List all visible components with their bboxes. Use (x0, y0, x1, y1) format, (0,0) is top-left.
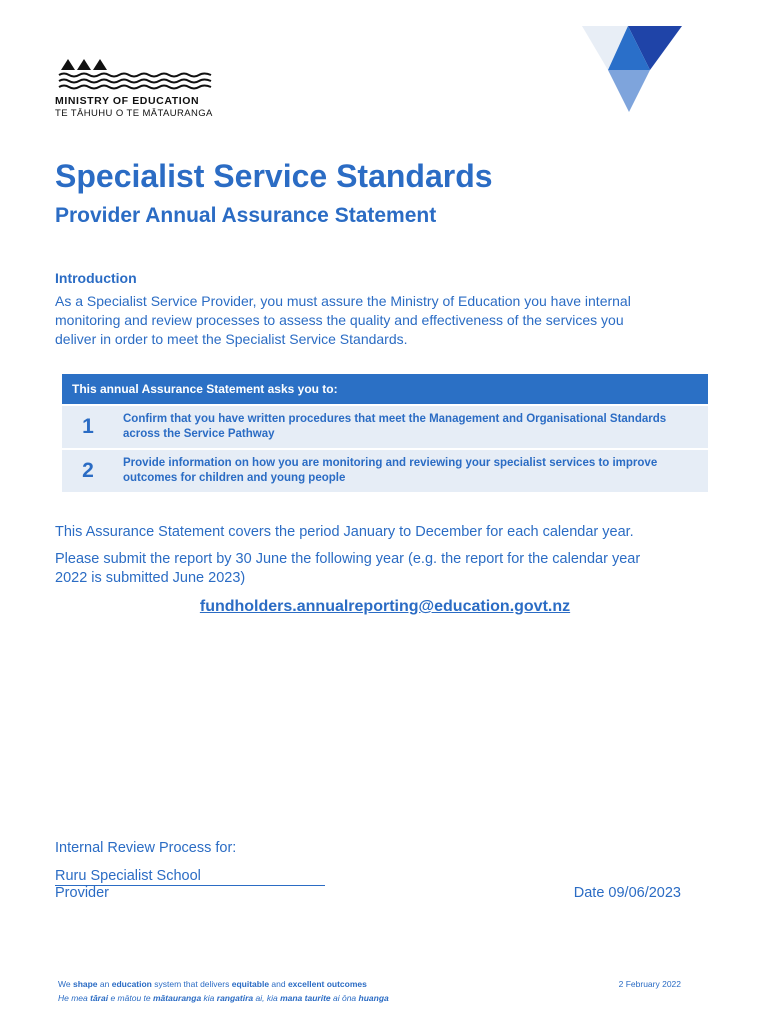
assurance-item-number: 2 (82, 459, 94, 482)
footer-tagline-english: We shape an education system that delivers equitable and excellent outcomes (58, 979, 367, 989)
assurance-item-text: Provide information on how you are monitoring and reviewing your specialist services to improve outcomes for children and young people (123, 457, 658, 484)
assurance-item-number: 1 (82, 415, 94, 438)
review-label: Internal Review Process for: (55, 840, 237, 856)
review-date: Date 09/06/2023 (573, 885, 681, 901)
period-text: This Assurance Statement covers the period January to December for each calendar year. (55, 524, 634, 540)
assurance-item (62, 406, 708, 448)
assurance-box (62, 374, 708, 492)
provider-name-field[interactable]: Ruru Specialist School (55, 868, 325, 886)
email-link[interactable]: fundholders.annualreporting@education.govt.nz (199, 598, 571, 615)
ministry-logo (55, 58, 225, 119)
page-title: Specialist Service Standards (55, 158, 493, 194)
assurance-item (62, 450, 708, 492)
logo-maori-name: TE TĀHUHU O TE MĀTAURANGA (55, 108, 213, 119)
introduction-text: As a Specialist Service Provider, you must assure the Ministry of Education you have internal monitoring and review processes to assess the quality and effectiveness of the services you deliver in order to meet the Specialist Service Standards. (55, 293, 631, 347)
provider-label: Provider (55, 885, 109, 901)
footer-date: 2 February 2022 (618, 979, 681, 989)
introduction-heading: Introduction (55, 270, 137, 286)
logo-name: MINISTRY OF EDUCATION (55, 95, 200, 107)
assurance-box-heading: This annual Assurance Statement asks you to: (62, 374, 708, 404)
submit-text: Please submit the report by 30 June the following year (e.g. the report for the calendar year 2022 is submitted June 2023) (55, 551, 641, 586)
mountains-waves-icon (55, 58, 215, 92)
corner-triangle-icon (578, 26, 686, 114)
page-subtitle: Provider Annual Assurance Statement (55, 204, 437, 227)
assurance-item-text: Confirm that you have written procedures that meet the Management and Organisational Standards across the Service Pathway (123, 413, 667, 440)
footer-tagline-maori: He mea tārai e mātou te mātauranga kia rangatira ai, kia mana taurite ai ōna huanga (58, 993, 389, 1003)
